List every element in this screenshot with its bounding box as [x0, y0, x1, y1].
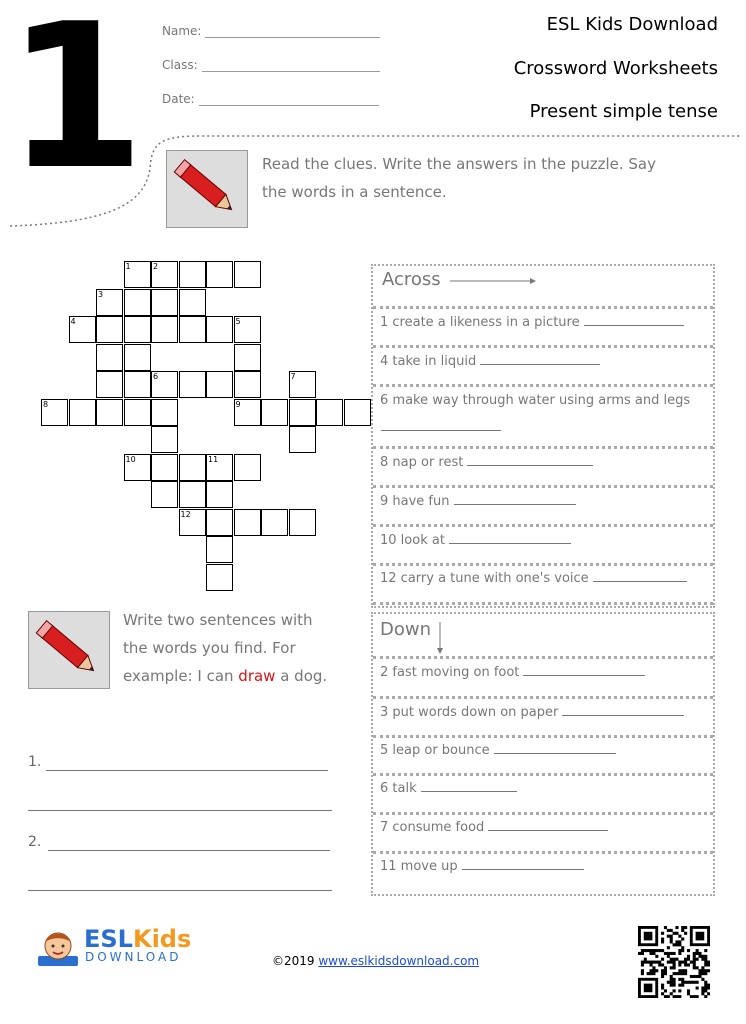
- date-label: Date:: [162, 92, 195, 106]
- crossword-number: 11: [208, 454, 219, 464]
- footer-link[interactable]: www.eslkidsdownload.com: [318, 954, 480, 968]
- class-field[interactable]: [162, 58, 380, 72]
- down-answer-line[interactable]: [462, 858, 584, 870]
- clue-divider: [373, 384, 713, 387]
- crossword-cell[interactable]: [206, 261, 233, 288]
- crossword-cell[interactable]: [124, 399, 151, 426]
- crossword-cell[interactable]: [316, 399, 343, 426]
- crossword-number: 2: [153, 262, 159, 271]
- across-clue: 1 create a likeness in a picture: [380, 314, 684, 330]
- crossword-number: 3: [98, 289, 104, 299]
- across-answer-line[interactable]: [480, 353, 600, 365]
- crossword-cell[interactable]: [96, 399, 123, 426]
- crossword-number: 12: [180, 509, 191, 519]
- crossword-number: 9: [235, 399, 241, 409]
- name-field[interactable]: [162, 24, 380, 38]
- across-answer-line[interactable]: [467, 454, 593, 466]
- across-clue: 4 take in liquid: [380, 353, 600, 369]
- clue-divider: [373, 735, 713, 738]
- big-number-one: 1: [6, 0, 146, 214]
- across-clue: 8 nap or rest: [380, 454, 593, 470]
- crossword-cell[interactable]: [179, 371, 206, 398]
- sentence-number-1: 1.: [28, 754, 42, 770]
- crossword-number: 7: [290, 372, 296, 381]
- kid-face-icon: [36, 928, 82, 968]
- down-answer-line[interactable]: [488, 819, 608, 831]
- crossword-cell[interactable]: [234, 344, 261, 371]
- down-clue: 6 talk: [380, 780, 517, 796]
- down-answer-line[interactable]: [494, 742, 616, 754]
- clue-divider: [373, 602, 713, 605]
- crossword-cell[interactable]: [151, 316, 178, 343]
- crossword-number: 6: [153, 372, 159, 381]
- sentence-number-2: 2.: [28, 834, 42, 850]
- crossword-cell[interactable]: [206, 509, 233, 536]
- pencil-icon: [167, 151, 247, 227]
- crossword-cell[interactable]: [261, 399, 288, 426]
- sentence-line-1a[interactable]: [46, 770, 328, 771]
- crossword-cell[interactable]: [289, 426, 316, 453]
- footer: ©2019 www.eslkidsdownload.com: [272, 954, 480, 968]
- crossword-cell[interactable]: [206, 371, 233, 398]
- crossword-number: 8: [43, 399, 49, 409]
- across-heading: Across: [382, 269, 441, 290]
- crossword-cell[interactable]: [179, 289, 206, 316]
- across-answer-line[interactable]: [449, 532, 571, 544]
- crossword-cell[interactable]: [179, 261, 206, 288]
- pencil-icon: [29, 612, 109, 688]
- crossword-number: 5: [235, 317, 241, 326]
- clue-divider: [373, 812, 713, 815]
- crossword-cell[interactable]: [289, 399, 316, 426]
- down-clue: 5 leap or bounce: [380, 742, 616, 758]
- clue-divider: [373, 656, 713, 659]
- crossword-cell[interactable]: [179, 481, 206, 508]
- clue-divider: [373, 524, 713, 527]
- clue-divider: [373, 485, 713, 488]
- worksheet-topic: Present simple tense: [529, 101, 718, 122]
- clue-divider: [373, 446, 713, 449]
- crossword-cell[interactable]: [179, 316, 206, 343]
- crossword-cell[interactable]: [289, 509, 316, 536]
- across-clue: 9 have fun: [380, 493, 576, 509]
- name-label: Name:: [162, 24, 202, 38]
- crossword-cell[interactable]: [206, 564, 233, 591]
- crossword-cell[interactable]: [234, 454, 261, 481]
- down-clue: 3 put words down on paper: [380, 704, 684, 720]
- sentence-line-1b[interactable]: [28, 810, 332, 811]
- across-answer-line[interactable]: [381, 430, 501, 431]
- down-clue: 2 fast moving on foot: [380, 664, 645, 680]
- crossword-cell[interactable]: [124, 344, 151, 371]
- crossword-number: 10: [125, 454, 136, 464]
- crossword-number: 4: [70, 317, 76, 326]
- instruction-1: Read the clues. Write the answers in the puzzle. Say the words in a sentence.: [262, 155, 656, 201]
- crossword-cell[interactable]: [124, 371, 151, 398]
- across-clue: 6 make way through water using arms and legs: [380, 393, 691, 408]
- logo: [36, 926, 196, 970]
- worksheet-type: Crossword Worksheets: [513, 58, 718, 79]
- date-field[interactable]: [162, 92, 379, 106]
- crossword-cell[interactable]: [69, 399, 96, 426]
- crossword-cell[interactable]: [206, 316, 233, 343]
- down-answer-line[interactable]: [421, 780, 517, 792]
- down-clue: 11 move up: [380, 858, 584, 874]
- crossword-cell[interactable]: [344, 399, 371, 426]
- across-answer-line[interactable]: [584, 314, 684, 326]
- clue-divider: [373, 773, 713, 776]
- down-answer-line[interactable]: [523, 664, 645, 676]
- site-title: ESL Kids Download: [546, 14, 718, 35]
- crossword-cell[interactable]: [124, 316, 151, 343]
- down-answer-line[interactable]: [562, 704, 684, 716]
- sentence-line-2b[interactable]: [28, 890, 332, 891]
- class-label: Class:: [162, 58, 198, 72]
- clue-divider: [373, 851, 713, 854]
- across-clue: 10 look at: [380, 532, 571, 548]
- crossword-number: 1: [125, 262, 131, 271]
- pencil-image-2: [28, 611, 110, 689]
- down-clue: 7 consume food: [380, 819, 608, 835]
- crossword-cell[interactable]: [96, 344, 123, 371]
- clue-divider: [373, 345, 713, 348]
- arrow-right-icon: [450, 276, 536, 286]
- arrow-down-icon: [435, 622, 445, 654]
- pencil-image: [166, 150, 248, 228]
- crossword-cell[interactable]: [151, 426, 178, 453]
- crossword-cell[interactable]: [151, 481, 178, 508]
- across-clue: 12 carry a tune with one's voice: [380, 570, 687, 586]
- instruction-2: Write two sentences with the words you find. For example: I can draw a dog.: [123, 611, 328, 685]
- crossword-cell[interactable]: [96, 316, 123, 343]
- sentence-line-2a[interactable]: [48, 850, 330, 851]
- crossword-cell[interactable]: [151, 454, 178, 481]
- logo-subtext: DOWNLOAD: [85, 950, 182, 964]
- clue-divider: [373, 696, 713, 699]
- across-answer-line[interactable]: [593, 570, 687, 582]
- highlight-word: draw: [238, 667, 276, 685]
- clue-divider: [373, 563, 713, 566]
- logo-text: ESLKids: [84, 925, 192, 953]
- down-heading: Down: [380, 619, 432, 640]
- crossword-cell[interactable]: [234, 509, 261, 536]
- crossword-cell[interactable]: [179, 454, 206, 481]
- crossword-cell[interactable]: [261, 509, 288, 536]
- crossword-cell[interactable]: [96, 371, 123, 398]
- crossword-cell[interactable]: [234, 371, 261, 398]
- crossword-cell[interactable]: [206, 481, 233, 508]
- qr-code[interactable]: [638, 926, 710, 998]
- clue-divider: [373, 306, 713, 309]
- crossword-cell[interactable]: [234, 261, 261, 288]
- crossword-cell[interactable]: [151, 399, 178, 426]
- across-answer-line[interactable]: [454, 493, 576, 505]
- crossword-cell[interactable]: [206, 536, 233, 563]
- crossword-cell[interactable]: [151, 289, 178, 316]
- crossword-cell[interactable]: [124, 289, 151, 316]
